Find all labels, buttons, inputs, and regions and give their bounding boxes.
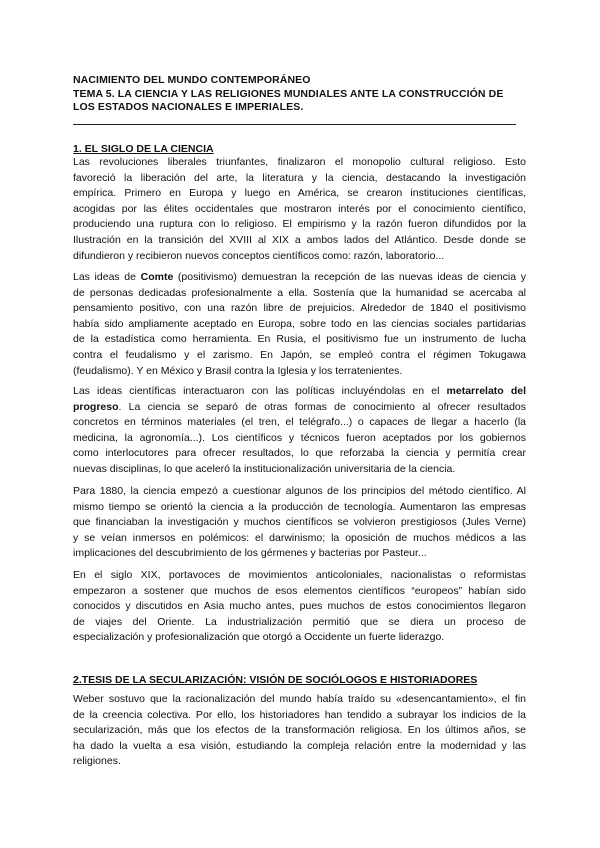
text-line: medicina, la agronomía...). Los científicos y técnicos fueron aceptados por los gobiernos [73, 431, 526, 444]
text-line: como interlocutores para ofrecer resultados, lo que reforzaba la ciencia y permitía crear [73, 447, 526, 460]
header-topic-line: LOS ESTADOS NACIONALES E IMPERIALES. [73, 101, 304, 113]
text-line: ha dado la vuelta a esa visión, estudiando la compleja relación entre la modernidad y las [73, 739, 526, 752]
text-line: implicaciones del descubrimiento de los gérmenes y bacterias por Pasteur... [73, 547, 427, 560]
header-title: NACIMIENTO DEL MUNDO CONTEMPORÁNEO [73, 74, 311, 86]
text-line: pensamiento positivo, con una razón libre de prejuicios. Alrededor de 1840 el positivismo [73, 302, 526, 315]
text-line: concretos en términos materiales (el tren, el telégrafo...) o capaces de llegar a hacerlo (la [73, 416, 526, 429]
text-line: Ilustración en la transición del XVIII al XIX a ambos lados del Atlántico. Desde donde se [73, 233, 526, 246]
section-2-heading: 2.TESIS DE LA SECULARIZACIÓN: VISIÓN DE SOCIÓLOGOS E HISTORIADORES [73, 674, 478, 686]
section-2-paragraph-1 [73, 692, 526, 770]
text-line: de la creencia colectiva. Por ello, los historiadores han tendido a subrayar los indicios de la [73, 708, 526, 721]
section-1-paragraph-1 [73, 155, 526, 264]
section-1-paragraph-3 [73, 384, 526, 478]
bold-term: progreso [73, 400, 119, 413]
text-line: conocidos y discutidos en Asia mucho antes, pues muchos de estos conocimientos llegaron [73, 600, 526, 613]
section-1-paragraph-5 [73, 568, 526, 646]
section-1-paragraph-2 [73, 270, 526, 379]
document-header [73, 74, 533, 115]
section-1-paragraph-4 [73, 484, 526, 562]
header-divider [73, 124, 516, 125]
text-line: En el siglo XIX, portavoces de movimientos anticoloniales, nacionalistas o reformistas [73, 569, 526, 581]
text-line: que financiaban la investigación y muchos científicos se volvieron prestigiosos (Jules Verne) [73, 516, 526, 529]
text-line: religiones. [73, 755, 121, 768]
text-line: Para 1880, la ciencia empezó a cuestionar algunos de los principios del método científico. Al [73, 485, 526, 497]
text-line: produciendo una ruptura con lo religioso. El empirismo y la razón fueron difundidos por la [73, 218, 526, 231]
bold-term: Comte [140, 271, 174, 283]
text-line: de la estadística como herramienta. En Rusia, el positivismo fue un instrumento de lucha [73, 333, 526, 346]
text-line: empezaron a sostener que muchos de esos elementos científicos “europeos” habían sido [73, 584, 526, 597]
header-topic-line: TEMA 5. LA CIENCIA Y LAS RELIGIONES MUNDIALES ANTE LA CONSTRUCCIÓN DE [73, 87, 504, 100]
section-1-heading: 1. EL SIGLO DE LA CIENCIA [73, 143, 214, 155]
text-line: secularización, más que los efectos de la transformación religiosa. En los últimos años, se [73, 724, 526, 737]
text-line: contra el feudalismo y el zarismo. En Japón, se empleó contra el régimen Tokugawa [73, 348, 526, 361]
text-line: Weber sostuvo que la racionalización del mundo había traído su «desencantamiento», el fin [73, 693, 526, 705]
text-line: favoreció la liberación del arte, la literatura y la ciencia, destacando la investigación [73, 171, 526, 184]
text-line: (feudalismo). Y en México y Brasil contra la Iglesia y los terratenientes. [73, 364, 403, 377]
text-line: y se veían inmersos en polémicos: el darwinismo; la oposición de muchos médicos a las [73, 531, 526, 544]
text-line: de viajes del Oriente. La industrialización permitió que se diera un proceso de [73, 615, 526, 628]
text-line: difundieron y recibieron nuevos conceptos científicos como: razón, laboratorio... [73, 249, 445, 262]
bold-term: metarrelato del [446, 385, 526, 397]
text-line: Las revoluciones liberales triunfantes, finalizaron el monopolio cultural religioso. Esto [73, 156, 526, 168]
text-line: empírica. Primero en Europa y luego en América, se crearon instituciones científicas, [73, 187, 526, 200]
text-line: especialización y profesionalización que otorgó a Occidente un fuerte liderazgo. [73, 631, 445, 644]
text-line: de personas dedicadas profesionalmente a ella. Sostenía que la humanidad se acercaba al [73, 286, 526, 299]
text-line: Las ideas de Comte (positivismo) demuestran la recepción de las nuevas ideas de ciencia y [73, 271, 526, 283]
text-line: acogidas por las élites occidentales que mostraron interés por el conocimiento científico, [73, 202, 526, 215]
text-line: mismo tiempo se orientó la ciencia a la producción de tecnología. Aumentaron las empresas [73, 500, 526, 513]
text-line: nuevas disciplinas, lo que aceleró la institucionalización universitaria de la ciencia. [73, 462, 456, 475]
text-line: progreso. La ciencia se separó de otras formas de conocimiento al ofrecer resultados [73, 400, 526, 413]
text-line: había sido ampliamente aceptado en Europa, sobre todo en las ciencias sociales partidarias [73, 317, 526, 330]
text-line: Las ideas científicas interactuaron con las políticas incluyéndolas en el metarrelato del [73, 385, 526, 397]
